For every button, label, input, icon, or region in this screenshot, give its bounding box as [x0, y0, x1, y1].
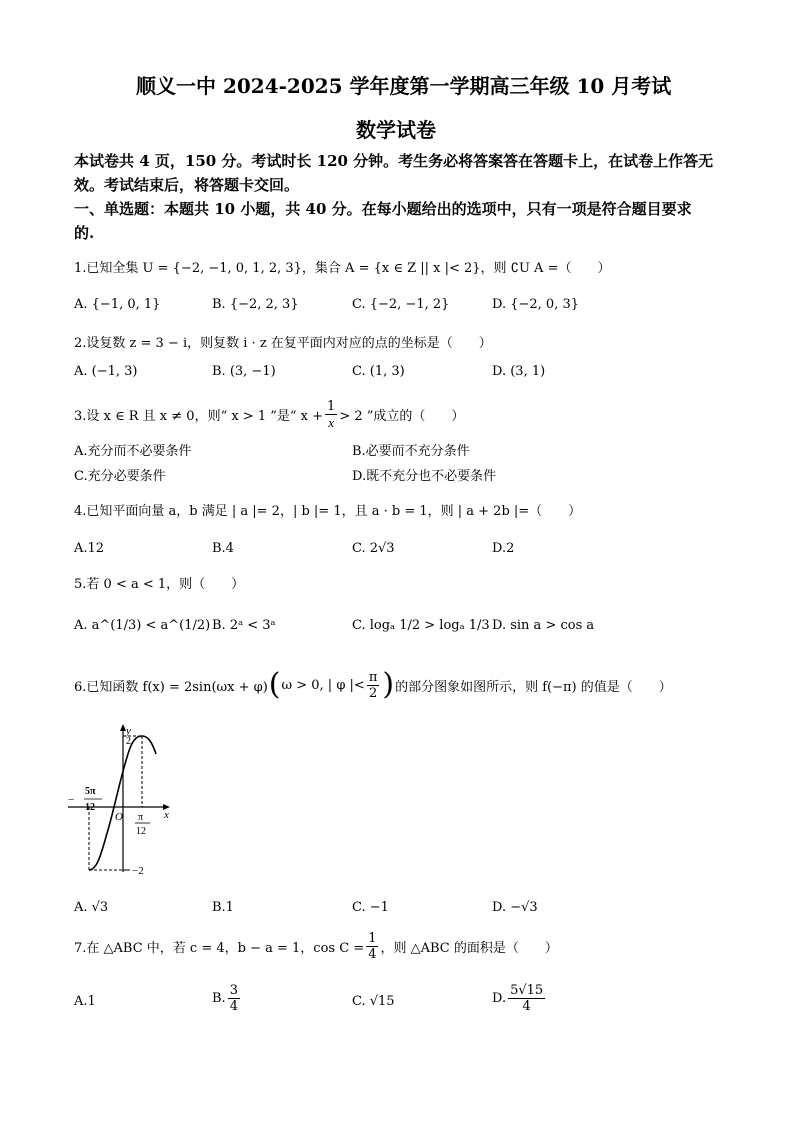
q7-option-d-fraction [508, 984, 545, 1013]
q7-option-c: C. √15 [352, 994, 395, 1009]
q6-stem-b: 的部分图象如图所示，则 f(−π) 的值是（ ） [395, 679, 672, 695]
q3-fraction-den: x [328, 415, 335, 430]
q6-stem [74, 667, 672, 702]
q3-fraction-num: 1 [327, 399, 336, 414]
q3-stem [74, 400, 464, 429]
q7-stem-b: ，则 △ABC 的面积是（ ） [380, 941, 558, 956]
q2-option-d: D. (3, 1) [492, 364, 546, 379]
q3-option-a: A.充分而不必要条件 [74, 444, 192, 459]
exam-subtitle: 数学试卷 [356, 118, 436, 142]
q3-option-b: B.必要而不充分条件 [352, 444, 470, 459]
q6-fraction-num: π [368, 669, 378, 685]
q6-label-x: x [164, 809, 169, 821]
q7-option-a: A.1 [74, 994, 96, 1009]
q4-option-a: A.12 [74, 541, 105, 556]
q3-fraction [325, 400, 337, 429]
q7-option-d-den: 4 [522, 999, 531, 1014]
q2-option-b: B. (3, −1) [212, 364, 276, 379]
q6-label-xpos-num: π [138, 812, 144, 823]
q6-fraction [367, 671, 380, 700]
q7-fraction-den: 4 [368, 947, 377, 962]
q4-option-b: B.4 [212, 541, 234, 556]
q6-label-y: y [126, 725, 131, 737]
intro-line-2: 效。考试结束后，将答题卡交回。 [74, 176, 300, 194]
q4-option-c: C. 2√3 [352, 541, 395, 556]
q5-option-b: B. 2ᵃ < 3ᵃ [212, 618, 276, 633]
q6-label-origin: O [115, 811, 123, 823]
q6-option-c: C. −1 [352, 900, 389, 915]
q7-option-b-num: 3 [229, 983, 238, 998]
q6-label-xpos-den: 12 [136, 826, 146, 837]
q6-paren-close: ) [382, 667, 395, 702]
q3-option-c: C.充分必要条件 [74, 469, 166, 484]
q1-option-b: B. {−2, 2, 3} [212, 297, 299, 312]
q6-fraction-den: 2 [368, 685, 378, 701]
q6-label-ymax: 2 [126, 736, 131, 747]
q7-option-b-den: 4 [229, 999, 238, 1014]
q6-graph [60, 720, 190, 880]
q1-stem: 1.已知全集 U = {−2, −1, 0, 1, 2, 3}，集合 A = {x ∈ Z || x |< 2}，则 ∁U A =（ ） [74, 261, 611, 276]
q3-option-d: D.既不充分也不必要条件 [352, 469, 497, 484]
q7-fraction [366, 932, 378, 961]
q3-stem-b: > 2 ”成立的（ ） [339, 409, 465, 424]
q6-paren-open: ( [268, 667, 281, 702]
intro-line-1: 本试卷共 4 页，150 分。考试时长 120 分钟。考生务必将答案答在答题卡上，在试卷上作答无 [74, 152, 714, 170]
q1-option-c: C. {−2, −1, 2} [352, 297, 450, 312]
q2-option-a: A. (−1, 3) [74, 364, 138, 379]
q6-stem-a: 6.已知函数 f(x) = 2sin(ωx + φ) [74, 679, 268, 695]
q7-option-b-fraction [228, 984, 240, 1013]
section-line-1: 一、单选题：本题共 10 小题，共 40 分。在每小题给出的选项中，只有一项是符合题目要求 [74, 200, 692, 218]
q6-option-d: D. −√3 [492, 900, 538, 915]
q5-option-c: C. logₐ 1/2 > logₐ 1/3 [352, 618, 490, 633]
q7-option-d-num: 5√15 [510, 983, 544, 998]
q6-label-ymin: −2 [132, 865, 144, 877]
q6-condition: ω > 0, | φ |< [281, 677, 365, 693]
q3-stem-a: 3.设 x ∈ R 且 x ≠ 0，则“ x > 1 ”是“ x + [74, 409, 324, 424]
q7-fraction-num: 1 [368, 931, 377, 946]
q6-option-a: A. √3 [74, 900, 109, 915]
q7-option-b-label: B. [212, 991, 226, 1006]
q5-stem: 5.若 0 < a < 1，则（ ） [74, 577, 245, 592]
q7-option-b [212, 984, 242, 1013]
q4-option-d: D.2 [492, 541, 515, 556]
q1-option-d: D. {−2, 0, 3} [492, 297, 580, 312]
q6-label-xneg-den: 12 [85, 802, 95, 813]
q1-option-a: A. {−1, 0, 1} [74, 297, 161, 312]
q7-option-d [492, 984, 547, 1013]
q7-option-d-label: D. [492, 991, 507, 1006]
q4-stem: 4.已知平面向量 a，b 满足 | a |= 2，| b |= 1，且 a · b = 1，则 | a + 2b |=（ ） [74, 504, 582, 519]
q7-stem-a: 7.在 △ABC 中，若 c = 4，b − a = 1，cos C = [74, 941, 365, 956]
q6-label-xneg-num: 5π [85, 786, 96, 797]
q2-option-c: C. (1, 3) [352, 364, 405, 379]
q5-option-d: D. sin a > cos a [492, 618, 595, 633]
exam-title: 顺义一中 2024-2025 学年度第一学期高三年级 10 月考试 [136, 74, 672, 98]
q2-stem: 2.设复数 z = 3 − i，则复数 i · z 在复平面内对应的点的坐标是（ ） [74, 336, 492, 351]
q5-option-a: A. a^(1/3) < a^(1/2) [74, 618, 211, 633]
q6-option-b: B.1 [212, 900, 234, 915]
q6-label-xneg-sign: − [68, 794, 75, 806]
q7-stem [74, 932, 558, 961]
section-line-2: 的. [74, 224, 95, 242]
